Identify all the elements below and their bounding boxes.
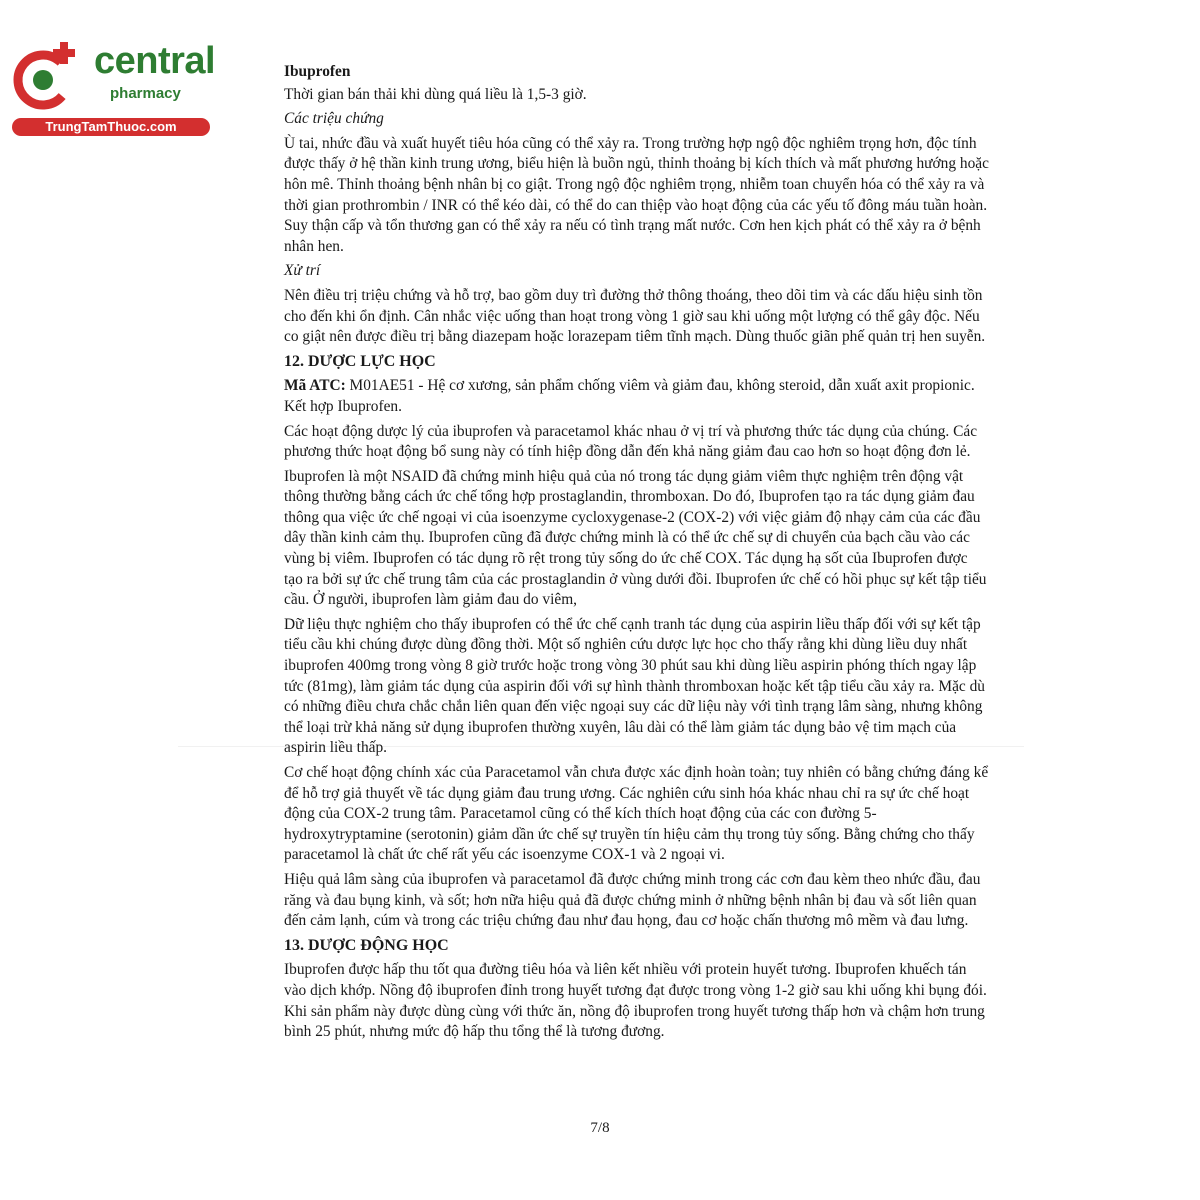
atc-paragraph xyxy=(284,376,990,417)
section-13-heading: 13. DƯỢC ĐỘNG HỌC xyxy=(284,936,449,954)
treatment-heading: Xử trí xyxy=(284,262,321,280)
pharmacokinetics-paragraph-1: Ibuprofen được hấp thu tốt qua đường tiêu hóa và liên kết nhiều với protein huyết tương. Ibuprofen khuếch tán vào dịch khớp. Nồng độ ibuprofen đỉnh trong huyết tương đạt được trong vòng 1-2 giờ sau khi uống khi bụng đói. Khi sản phẩm này được dùng cùng với thức ăn, nồng độ ibuprofen trong huyết tương thấp hơn và chậm hơn trung bình 25 phút, nhưng mức độ hấp thu tổng thể là tương đương. xyxy=(284,961,987,1041)
logo-website-banner: TrungTamThuoc.com xyxy=(12,118,210,136)
half-life-text: Thời gian bán thải khi dùng quá liều là 1,5-3 giờ. xyxy=(284,85,587,103)
pharmacodynamics-paragraph-2: Ibuprofen là một NSAID đã chứng minh hiệu quả của nó trong tác dụng giảm viêm thực nghiệm trên động vật thông thường bằng cách ức chế tổng hợp prostaglandin, thromboxan. Do đó, Ibuprofen tạo ra tác dụng giảm đau thông qua việc ức chế ngoại vi của isoenzyme cycloxygenase-2 (COX-2) với việc giảm độ nhạy cảm của các đầu dây thần kinh cảm thụ. Ibuprofen cũng đã được chứng minh là có thể ức chế sự di chuyển của bạch cầu vào các vùng bị viêm. Ibuprofen có tác dụng rõ rệt trong tủy sống do ức chế COX. Tác dụng hạ sốt của Ibuprofen được tạo ra bởi sự ức chế trung tâm của các prostaglandin ở vùng dưới đồi. Ibuprofen ức chế có hồi phục sự kết tập tiểu cầu. Ở người, ibuprofen làm giảm đau do viêm, xyxy=(284,467,987,609)
atc-label: Mã ATC: xyxy=(284,377,346,395)
symptoms-heading: Các triệu chứng xyxy=(284,110,384,128)
drug-heading: Ibuprofen xyxy=(284,63,351,80)
logo-subtitle: pharmacy xyxy=(110,85,181,102)
pharmacy-cross-logo-icon xyxy=(10,38,86,114)
central-pharmacy-logo[interactable] xyxy=(10,38,220,138)
treatment-paragraph: Nên điều trị triệu chứng và hỗ trợ, bao gồm duy trì đường thở thông thoáng, theo dõi tim và các dấu hiệu sinh tồn cho đến khi ổn định. Cân nhắc việc uống than hoạt trong vòng 1 giờ sau khi uống một lượng có thể gây độc. Nếu co giật nên được điều trị bằng diazepam hoặc lorazepam tiêm tĩnh mạch. Dùng thuốc giãn phế quản trị hen suyễn. xyxy=(284,286,986,346)
section-12-heading: 12. DƯỢC LỰC HỌC xyxy=(284,352,436,370)
logo-brand-text: central xyxy=(94,40,216,82)
pharmacodynamics-paragraph-1: Các hoạt động dược lý của ibuprofen và paracetamol khác nhau ở vị trí và phương thức tác dụng của chúng. Các phương thức hoạt động bổ sung này có tính hiệp đồng dẫn đến khả năng giảm đau cao hơn so hoạt động đơn lẻ. xyxy=(284,422,978,461)
atc-text: M01AE51 - Hệ cơ xương, sản phẩm chống viêm và giảm đau, không steroid, dẫn xuất axit propionic. Kết hợp Ibuprofen. xyxy=(284,377,975,415)
pharmacodynamics-paragraph-4: Cơ chế hoạt động chính xác của Paracetamol vẫn chưa được xác định hoàn toàn; tuy nhiên có bằng chứng đáng kể để hỗ trợ giả thuyết về tác dụng giảm đau trung ương. Các nghiên cứu sinh hóa khác nhau chỉ ra sự ức chế hoạt động của COX-2 trung tâm. Paracetamol cũng có thể kích thích hoạt động của các con đường 5-hydroxytryptamine (serotonin) giảm dần ức chế sự truyền tín hiệu cảm thụ trong tủy sống. Bằng chứng cho thấy paracetamol là chất ức chế rất yếu các isoenzyme COX-1 và 2 ngoại vi. xyxy=(284,764,989,864)
symptoms-paragraph: Ù tai, nhức đầu và xuất huyết tiêu hóa cũng có thể xảy ra. Trong trường hợp ngộ độc nghiêm trọng hơn, độc tính được thấy ở hệ thần kinh trung ương, biểu hiện là buồn ngủ, thỉnh thoảng bị kích thích và mất phương hướng hoặc hôn mê. Thỉnh thoảng bệnh nhân bị co giật. Trong ngộ độc nghiêm trọng, nhiễm toan chuyển hóa có thể xảy ra và thời gian prothrombin / INR có thể kéo dài, có thể do can thiệp vào hoạt động của các yếu tố đông máu tuần hoàn. Suy thận cấp và tổn thương gan có thể xảy ra nếu có tình trạng mất nước. Cơn hen kịch phát có thể xảy ra ở bệnh nhân hen. xyxy=(284,134,989,255)
pharmacodynamics-paragraph-5: Hiệu quả lâm sàng của ibuprofen và paracetamol đã được chứng minh trong các cơn đau kèm theo nhức đầu, đau răng và đau bụng kinh, và sốt; hơn nữa hiệu quả đã được chứng minh ở những bệnh nhân bị đau và sốt liên quan đến cảm lạnh, cúm và trong các triệu chứng đau như đau họng, đau cơ hoặc chấn thương mô mềm và đau lưng. xyxy=(284,870,981,930)
document-body xyxy=(284,62,990,1047)
pharmacodynamics-paragraph-3: Dữ liệu thực nghiệm cho thấy ibuprofen có thể ức chế cạnh tranh tác dụng của aspirin liều thấp đối với sự kết tập tiểu cầu khi chúng được dùng đồng thời. Một số nghiên cứu dược lực học cho thấy rằng khi dùng liều duy nhất ibuprofen 400mg trong vòng 8 giờ trước hoặc trong vòng 30 phút sau khi dùng liều aspirin phóng thích ngay lập tức (81mg), làm giảm tác dụng của aspirin đối với sự hình thành thromboxan hoặc kết tập tiểu cầu xảy ra. Mặc dù có những điều chưa chắc chắn liên quan đến việc ngoại suy các dữ liệu này với tình trạng lâm sàng, nhưng không thể loại trừ khả năng sử dụng ibuprofen thường xuyên, lâu dài có thể làm giảm tác dụng bảo vệ tim mạch của aspirin liều thấp. xyxy=(284,615,985,757)
page-number: 7/8 xyxy=(590,1120,610,1136)
